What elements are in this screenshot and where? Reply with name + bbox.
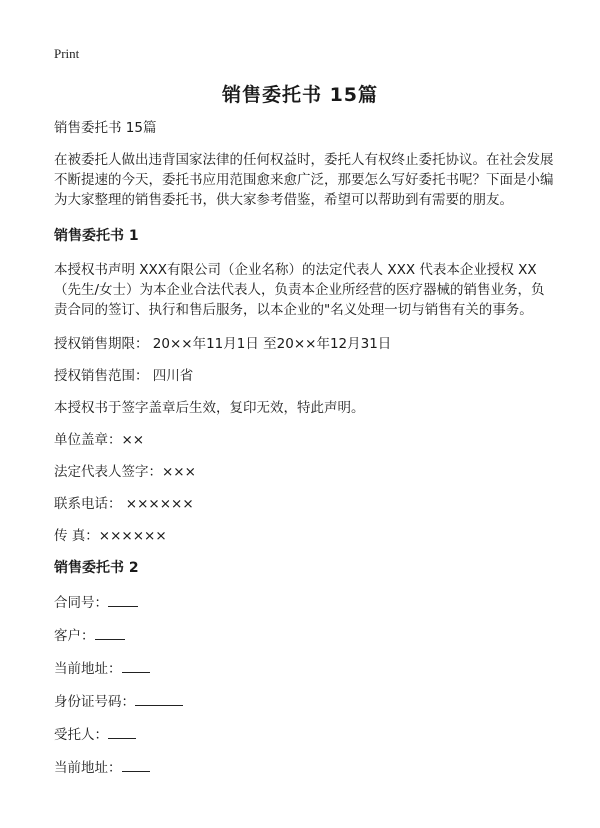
legal-rep-signature: 法定代表人签字：××× xyxy=(54,464,196,480)
trustee-field xyxy=(54,724,554,745)
validity-statement: 本授权书于签字盖章后生效，复印无效，特此声明。 xyxy=(54,400,365,416)
field-label: 当前地址： xyxy=(54,661,122,677)
field-label: 当前地址： xyxy=(54,760,122,776)
field-label: 客户： xyxy=(54,628,95,644)
fill-blank xyxy=(135,691,183,706)
field-label: 合同号： xyxy=(54,595,108,611)
field-label: 受托人： xyxy=(54,727,108,743)
section-1-body: 本授权书声明 XXX有限公司（企业名称）的法定代表人 XXX 代表本企业授权 XX（先生/女士）为本企业合法代表人，负责本企业所经营的医疗器械的销售业务，负责合同的签订、执行和售后服务，以本企业的"名义处理一切与销售有关的事务。 xyxy=(54,262,545,318)
document-body xyxy=(54,118,554,790)
section-1-heading: 销售委托书 1 xyxy=(54,228,139,244)
fill-blank xyxy=(95,625,125,640)
fax-number: 传 真：×××××× xyxy=(54,528,167,544)
current-address-field xyxy=(54,658,554,679)
trustee-address-field xyxy=(54,757,554,778)
customer-field xyxy=(54,625,554,646)
fill-blank xyxy=(108,724,136,739)
intro-paragraph: 在被委托人做出违背国家法律的任何权益时，委托人有权终止委托协议。在社会发展不断提速的今天，委托书应用范围愈来愈广泛，那要怎么写好委托书呢？下面是小编为大家整理的销售委托书，供大家参考借鉴，希望可以帮助到有需要的朋友。 xyxy=(54,152,554,208)
field-label: 身份证号码： xyxy=(54,694,135,710)
authorization-scope: 授权销售范围： 四川省 xyxy=(54,368,194,384)
fill-blank xyxy=(122,757,150,772)
unit-seal: 单位盖章：×× xyxy=(54,432,145,448)
id-number-field xyxy=(54,691,554,712)
page-title: 销售委托书 15篇 xyxy=(221,84,379,106)
contract-number-field xyxy=(54,592,554,613)
authorization-period: 授权销售期限： 20××年11月1日 至20××年12月31日 xyxy=(54,336,392,352)
contact-phone: 联系电话： ×××××× xyxy=(54,496,194,512)
document-subtitle: 销售委托书 15篇 xyxy=(54,120,157,136)
section-2-heading: 销售委托书 2 xyxy=(54,560,139,576)
fill-blank xyxy=(108,592,138,607)
print-link[interactable]: Print xyxy=(54,46,80,61)
fill-blank xyxy=(122,658,150,673)
